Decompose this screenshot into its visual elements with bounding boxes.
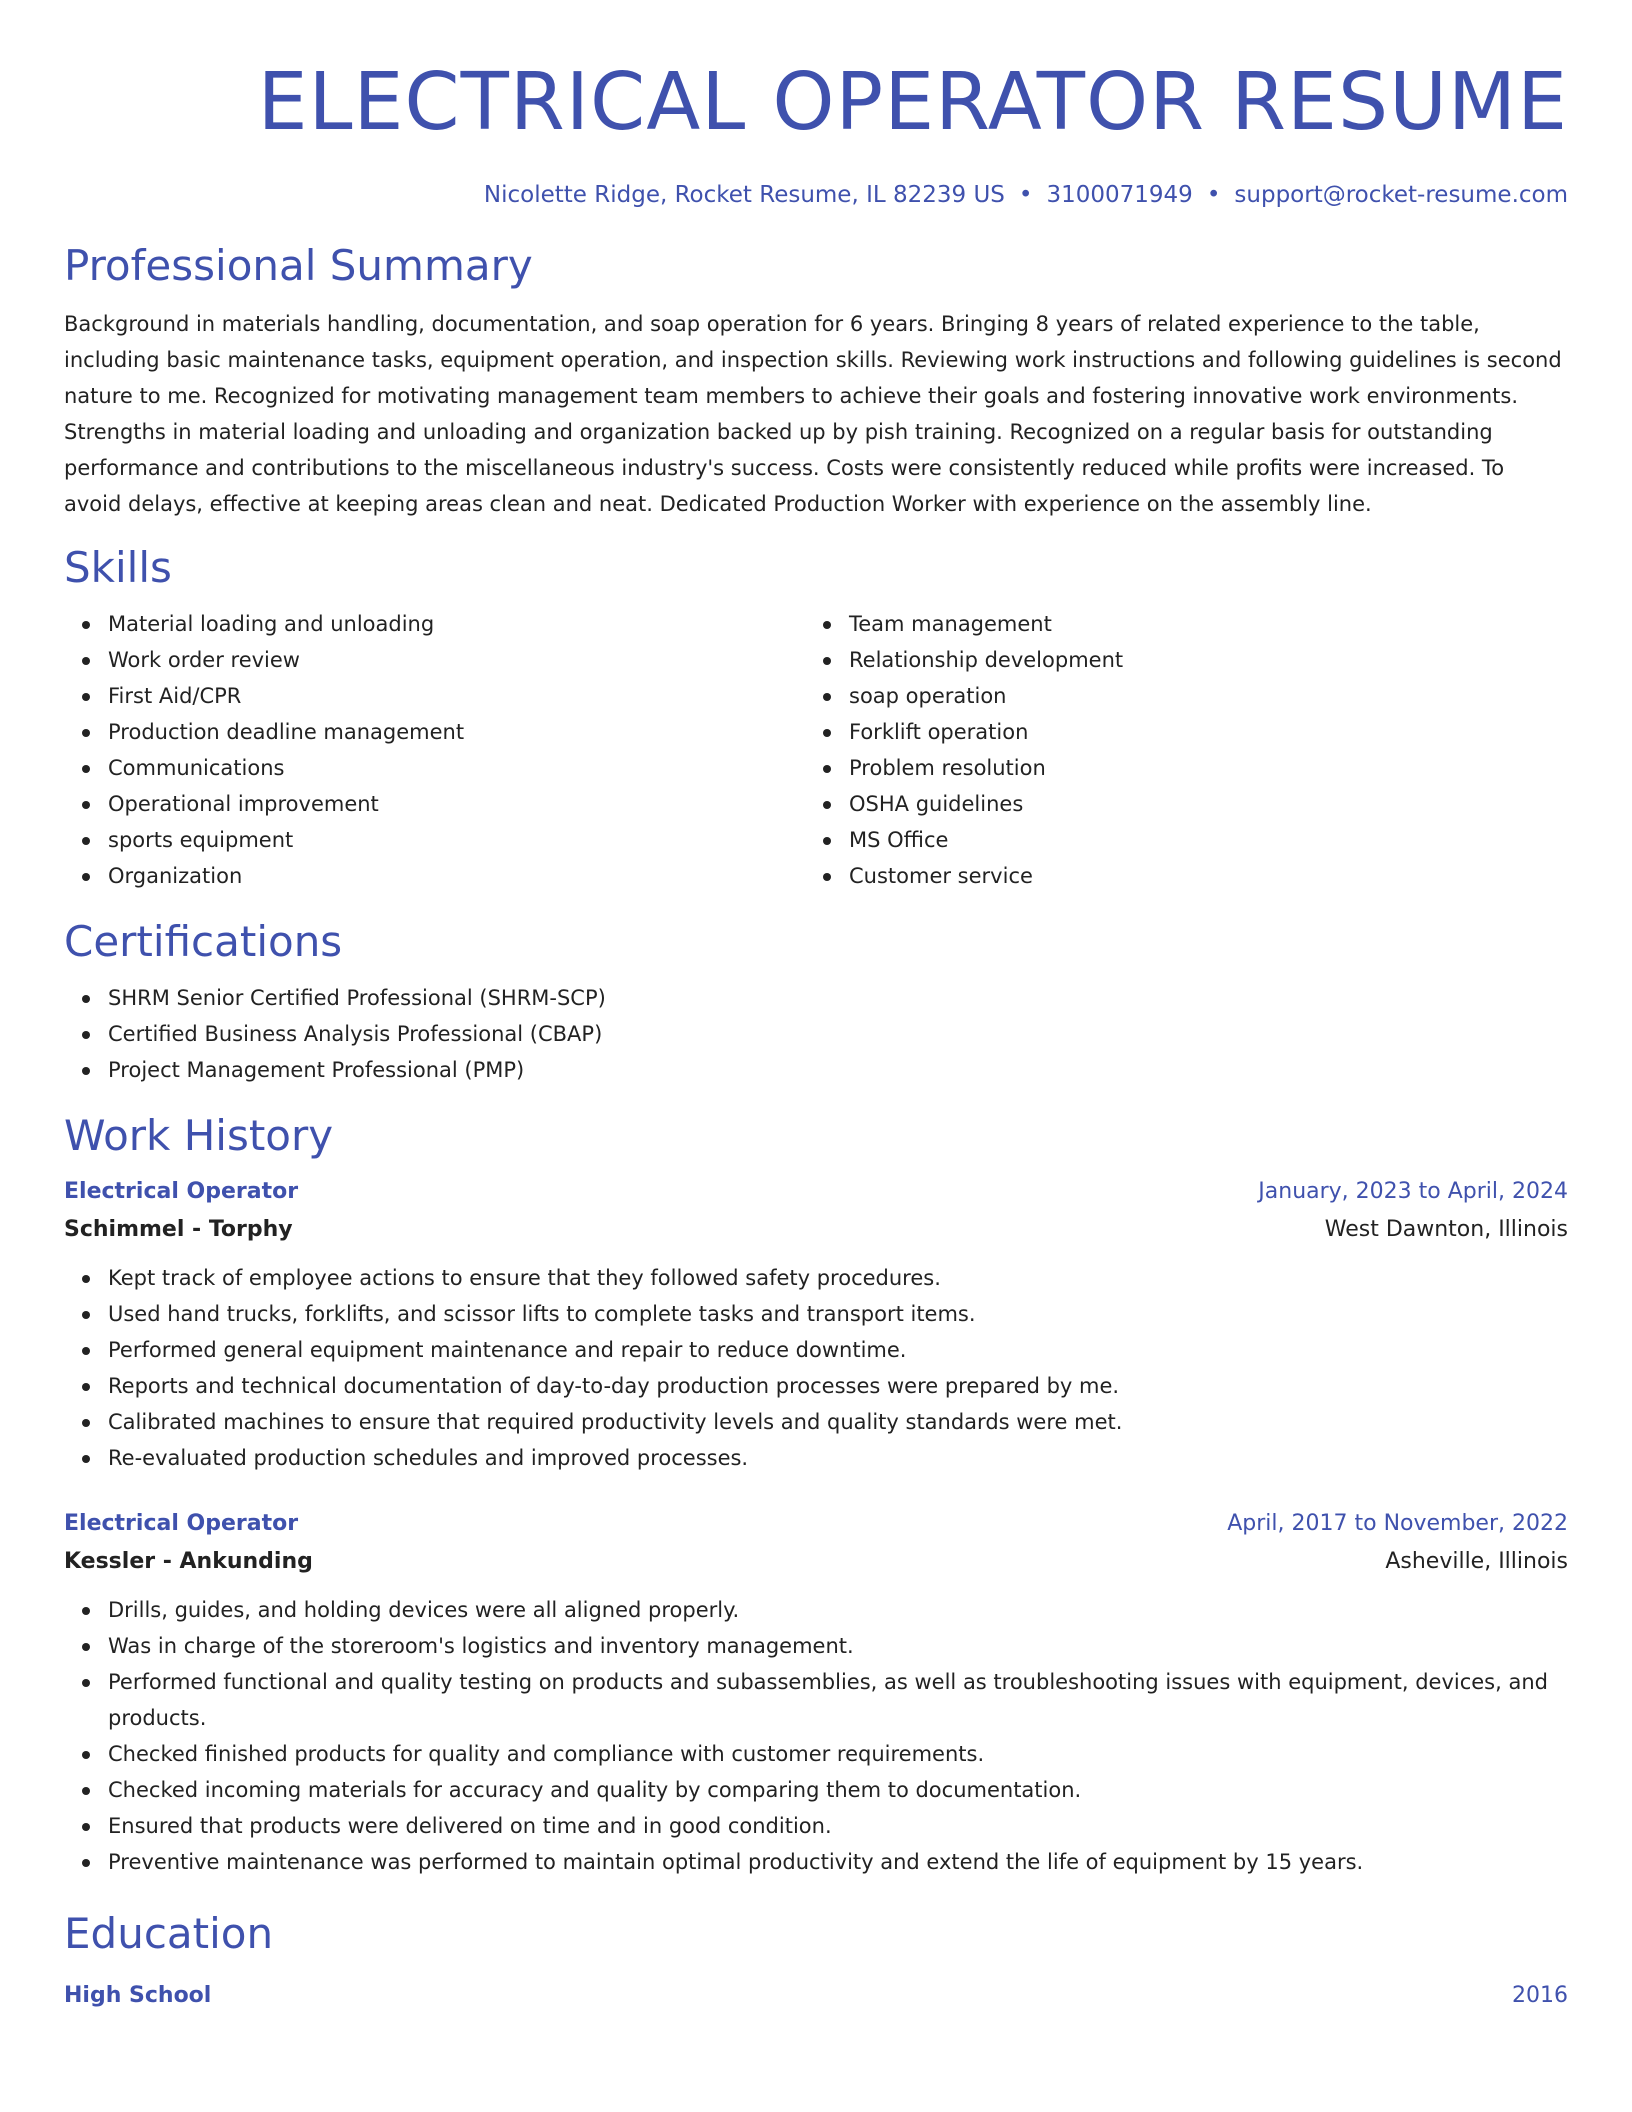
job-entry — [64, 1174, 1568, 1476]
summary-text: Background in materials handling, documentation, and soap operation for 6 years. Bringing 8 years of related experience to the table, including basic maintenance tasks, equipment operation, and inspection skills. Reviewing work instructions and following guidelines is second nature to me. Recognized for motivating management team members to achieve their goals and fostering innovative work environments. Strengths in material loading and unloading and organization backed up by pish training. Recognized on a regular basis for outstanding performance and contributions to the miscellaneous industry's success. Costs were consistently reduced while profits were increased. To avoid delays, effective at keeping areas clean and neat. Dedicated Production Worker with experience on the assembly line. — [64, 312, 1562, 516]
job-duty: Kept track of employee actions to ensure that they followed safety procedures. — [108, 1260, 1568, 1296]
skill-item: Relationship development — [849, 642, 1546, 678]
certification-item: Project Management Professional (PMP) — [108, 1052, 1568, 1088]
section-heading-education: Education — [64, 1909, 274, 1958]
work-history-section — [64, 1110, 1568, 1880]
job-title: Electrical Operator — [64, 1511, 299, 1536]
section-heading-summary: Professional Summary — [64, 241, 533, 290]
skills-list-left — [64, 606, 805, 894]
job-company: Kessler - Ankunding — [64, 1549, 313, 1574]
job-header-row — [64, 1506, 1568, 1542]
job-duty: Preventive maintenance was performed to maintain optimal productivity and extend the life of equipment by 15 years. — [108, 1844, 1568, 1880]
skills-section — [64, 542, 1568, 894]
resume-title: ELECTRICAL OPERATOR RESUME — [257, 56, 1568, 148]
job-duty: Ensured that products were delivered on time and in good condition. — [108, 1808, 1568, 1844]
section-heading-skills: Skills — [64, 543, 172, 592]
job-duty: Performed functional and quality testing on products and subassemblies, as well as troubleshooting issues with equipment, devices, and products. — [108, 1664, 1568, 1736]
skills-grid — [64, 606, 1568, 894]
contact-address: Nicolette Ridge, Rocket Resume, IL 82239 US — [483, 182, 1005, 208]
job-duty: Reports and technical documentation of day-to-day production processes were prepared by me. — [108, 1368, 1568, 1404]
skill-item: sports equipment — [108, 822, 805, 858]
contact-phone[interactable]: 3100071949 — [1046, 182, 1193, 208]
certification-item: SHRM Senior Certified Professional (SHRM-SCP) — [108, 980, 1568, 1016]
job-dates: April, 2017 to November, 2022 — [1227, 1511, 1568, 1536]
job-duty: Checked incoming materials for accuracy and quality by comparing them to documentation. — [108, 1772, 1568, 1808]
skill-item: Customer service — [849, 858, 1546, 894]
job-location: West Dawnton, Illinois — [1324, 1217, 1568, 1242]
certification-item: Certified Business Analysis Professional (CBAP) — [108, 1016, 1568, 1052]
job-company: Schimmel - Torphy — [64, 1217, 293, 1242]
job-entry — [64, 1506, 1568, 1880]
job-company-row — [64, 1210, 1568, 1250]
contact-email[interactable]: support@rocket-resume.com — [1234, 182, 1568, 208]
job-title: Electrical Operator — [64, 1179, 299, 1204]
skill-item: MS Office — [849, 822, 1546, 858]
skills-column-left — [64, 606, 805, 894]
skill-item: Operational improvement — [108, 786, 805, 822]
job-duty: Re-evaluated production schedules and improved processes. — [108, 1440, 1568, 1476]
skill-item: Organization — [108, 858, 805, 894]
skills-column-right — [805, 606, 1546, 894]
job-duties-list — [64, 1592, 1568, 1880]
education-section — [64, 1908, 1568, 2014]
skill-item: Communications — [108, 750, 805, 786]
skills-list-right — [805, 606, 1546, 894]
skill-item: Team management — [849, 606, 1546, 642]
contact-line — [64, 180, 1568, 210]
skill-item: Forklift operation — [849, 714, 1546, 750]
skill-item: Problem resolution — [849, 750, 1546, 786]
job-dates: January, 2023 to April, 2024 — [1258, 1179, 1568, 1204]
summary-section — [64, 240, 1568, 522]
job-duty: Performed general equipment maintenance and repair to reduce downtime. — [108, 1332, 1568, 1368]
contact-separator: • — [1206, 182, 1221, 208]
skill-item: Production deadline management — [108, 714, 805, 750]
skill-item: soap operation — [849, 678, 1546, 714]
skill-item: OSHA guidelines — [849, 786, 1546, 822]
job-duty: Drills, guides, and holding devices were all aligned properly. — [108, 1592, 1568, 1628]
skill-item: First Aid/CPR — [108, 678, 805, 714]
job-header-row — [64, 1174, 1568, 1210]
job-duty: Used hand trucks, forklifts, and scissor lifts to complete tasks and transport items. — [108, 1296, 1568, 1332]
section-heading-work-history: Work History — [64, 1111, 334, 1160]
contact-separator: • — [1018, 182, 1033, 208]
job-duties-list — [64, 1260, 1568, 1476]
education-degree: High School — [64, 1983, 212, 2008]
job-location: Asheville, Illinois — [1385, 1549, 1568, 1574]
job-duty: Calibrated machines to ensure that required productivity levels and quality standards were met. — [108, 1404, 1568, 1440]
certifications-list — [64, 980, 1568, 1088]
education-year: 2016 — [1512, 1983, 1568, 2008]
skill-item: Work order review — [108, 642, 805, 678]
skill-item: Material loading and unloading — [108, 606, 805, 642]
section-heading-certifications: Certifications — [64, 917, 343, 966]
job-duty: Was in charge of the storeroom's logistics and inventory management. — [108, 1628, 1568, 1664]
certifications-section — [64, 916, 1568, 1088]
job-duty: Checked finished products for quality and compliance with customer requirements. — [108, 1736, 1568, 1772]
education-row — [64, 1978, 1568, 2014]
job-company-row — [64, 1542, 1568, 1582]
